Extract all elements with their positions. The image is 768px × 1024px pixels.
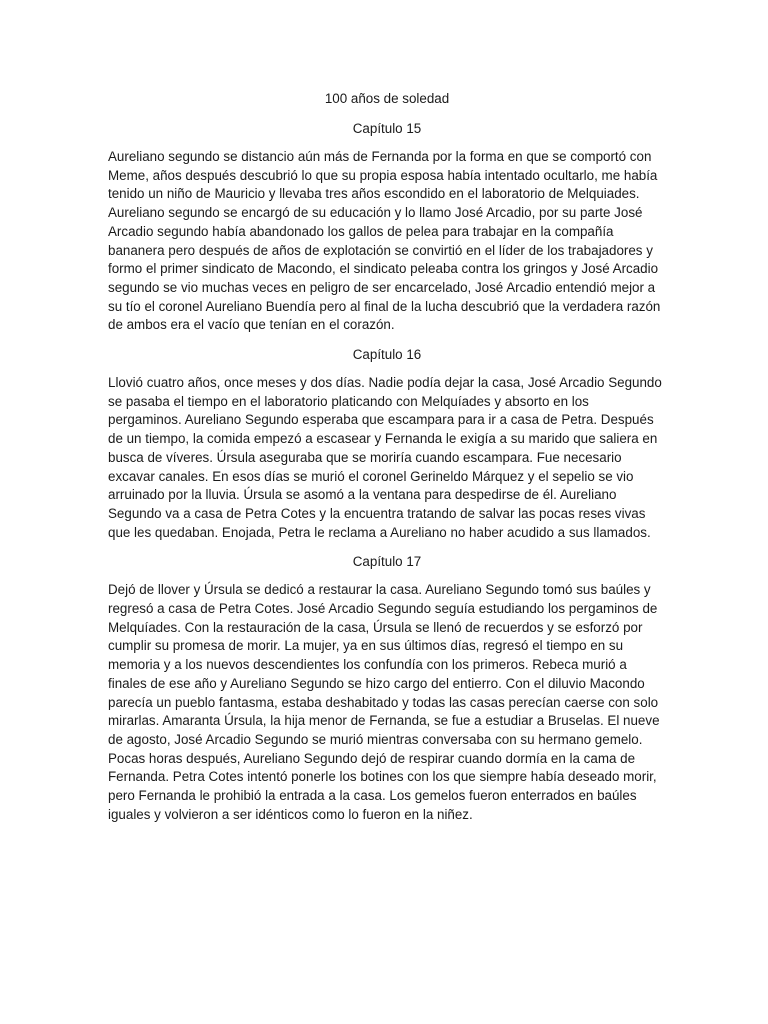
chapter-heading-16: Capítulo 16 [352, 347, 422, 363]
chapter-paragraph-16: Llovió cuatro años, once meses y dos días. Nadie podía dejar la casa, José Arcadio Segundo se pasaba el tiempo en el laboratorio platicando con Melquíades y absorto en los pergaminos. Aureliano Segundo esperaba que escampara para ir a casa de Petra. Después de un tiempo, la comida empezó a escasear y Fernanda le exigía a su marido que saliera en busca de víveres. Úrsula aseguraba que se moriría cuando escampara. Fue necesario excavar canales. En esos días se murió el coronel Gerineldo Márquez y el sepelio se vio arruinado por la lluvia. Úrsula se asomó a la ventana para despedirse de él. Aureliano Segundo va a casa de Petra Cotes y la encuentra tratando de salvar las pocas reses vivas que les quedaban. Enojada, Petra le reclama a Aureliano no haber acudido a sus llamados. [108, 375, 662, 540]
chapter-paragraph-17: Dejó de llover y Úrsula se dedicó a restaurar la casa. Aureliano Segundo tomó sus baúles y regresó a casa de Petra Cotes. José Arcadio Segundo seguía estudiando los pergaminos de Melquíades. Con la restauración de la casa, Úrsula se llenó de recuerdos y se esforzó por cumplir su promesa de morir. La mujer, ya en sus últimos días, regresó el tiempo en su memoria y a los nuevos descendientes los confundía con los primeros. Rebeca murió a finales de ese año y Aureliano Segundo se hizo cargo del entierro. Con el diluvio Macondo parecía un pueblo fantasma, estaba deshabitado y todas las casas perecían caerse con solo mirarlas. Amaranta Úrsula, la hija menor de Fernanda, se fue a estudiar a Bruselas. El nueve de agosto, José Arcadio Segundo se murió mientras conversaba con su hermano gemelo. Pocas horas después, Aureliano Segundo dejó de respirar cuando dormía en la cama de Fernanda. Petra Cotes intentó ponerle los botines con los que siempre había deseado morir, pero Fernanda le prohibió la entrada a la casa. Los gemelos fueron enterrados en baúles iguales y volvieron a ser idénticos como lo fueron en la niñez. [108, 582, 660, 822]
document-title: 100 años de soledad [324, 91, 450, 106]
chapter-heading-17: Capítulo 17 [352, 554, 422, 570]
chapter-heading-15: Capítulo 15 [352, 121, 422, 136]
chapter-paragraph-15: Aureliano segundo se distancio aún más de Fernanda por la forma en que se comportó con Meme, años después descubrió lo que su propia esposa había intentado ocultarlo, me había tenido un niño de Mauricio y llevaba tres años escondido en el laboratorio de Melquiades. Aureliano segundo se encargó de su educación y lo llamo José Arcadio, por su parte José Arcadio segundo había abandonado los gallos de pelea para trabajar en la compañía bananera pero después de años de explotación se convirtió en el líder de los trabajadores y formo el primer sindicato de Macondo, el sindicato peleaba contra los gringos y José Arcadio segundo se vio muchas veces en peligro de ser encarcelado, José Arcadio entendió mejor a su tío el coronel Aureliano Buendía pero al final de la lucha descubrió que la verdadera razón de ambos era el vacío que tenían en el corazón. [108, 149, 661, 333]
